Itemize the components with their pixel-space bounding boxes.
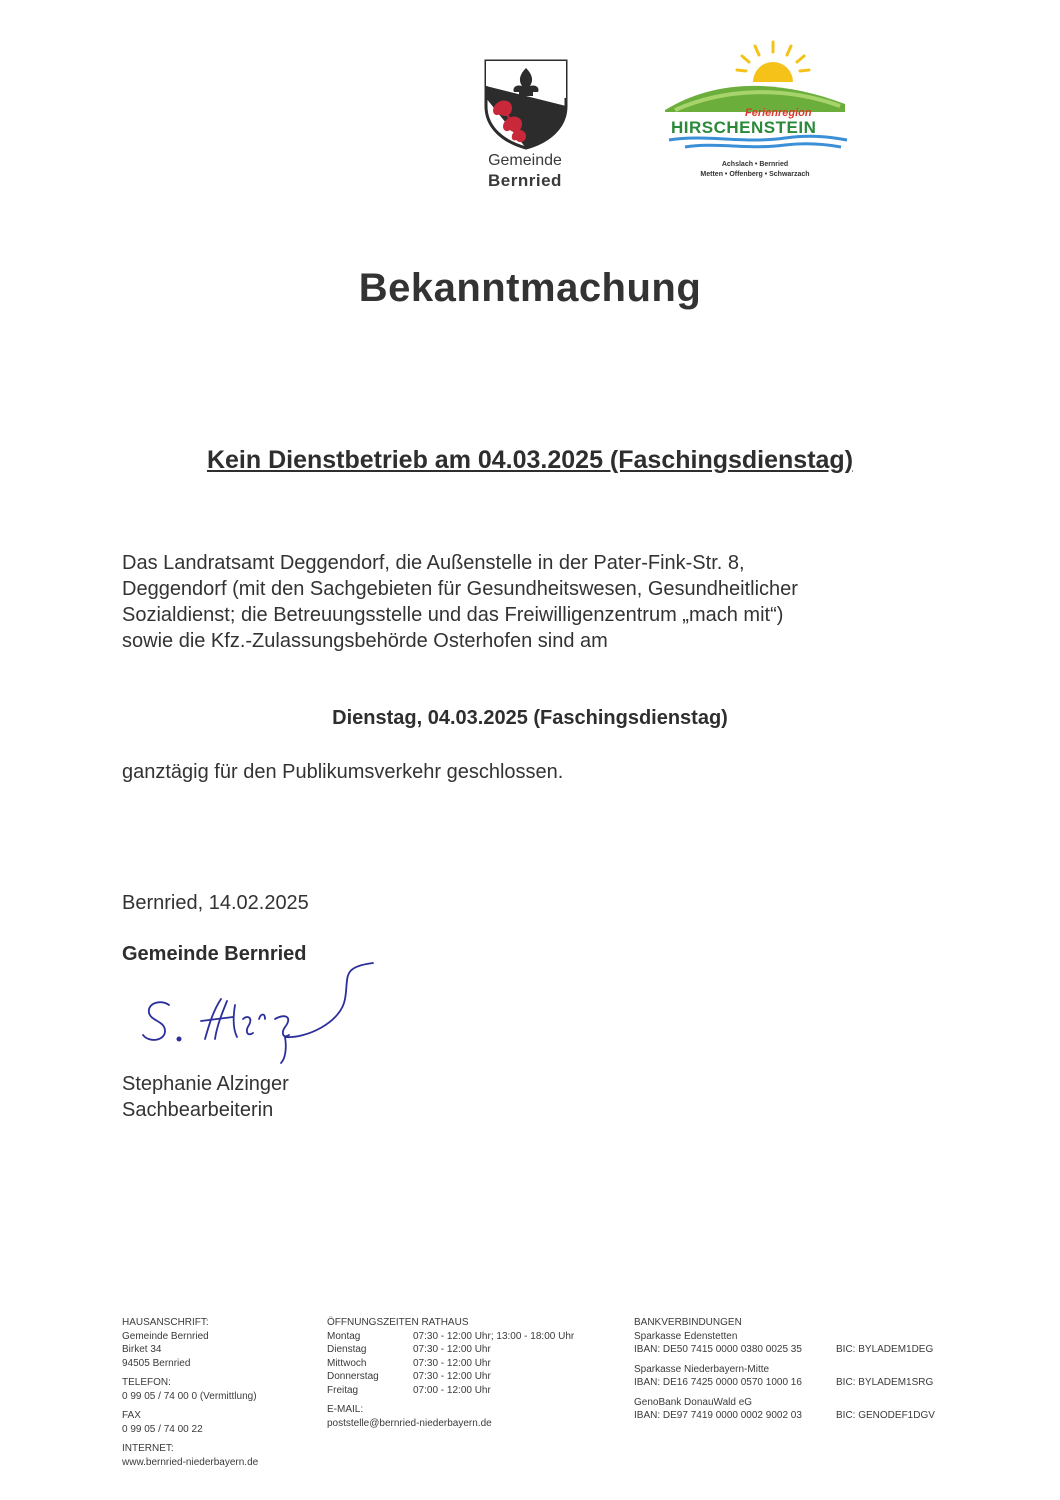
hours-time: 07:30 - 12:00 Uhr; 13:00 - 18:00 Uhr [413,1330,575,1342]
footer-opening-hours [327,1316,617,1430]
bank-iban: IBAN: DE97 7419 0000 0002 9002 03 [634,1410,802,1421]
place-date: Bernried, 14.02.2025 [122,892,309,914]
bank-iban: IBAN: DE16 7425 0000 0570 1000 16 [634,1377,802,1388]
footer-phone: 0 99 05 / 74 00 0 (Vermittlung) [122,1390,257,1402]
handwritten-signature [135,955,385,1065]
footer-internet-label: INTERNET: [122,1443,174,1454]
hours-day: Mittwoch [327,1357,367,1369]
hours-day: Donnerstag [327,1371,379,1382]
bank-bic: BIC: BYLADEM1SRG [836,1377,934,1388]
body-line: Sozialdienst; die Betreuungsstelle und das Freiwilligenzentrum „mach mit“) [122,604,784,626]
hours-row [327,1370,574,1384]
closed-date: Dienstag, 04.03.2025 (Faschingsdienstag) [332,707,728,729]
hours-row [327,1357,574,1371]
hours-time: 07:30 - 12:00 Uhr [413,1371,491,1382]
hours-row [327,1330,574,1344]
gemeinde-bernried-logo [470,58,580,198]
footer-internet-link[interactable]: www.bernried-niederbayern.de [122,1456,259,1468]
footer-fax-label: FAX [122,1410,141,1421]
hours-day: Montag [327,1330,361,1342]
organization-name: Gemeinde Bernried [122,943,307,965]
footer-fax: 0 99 05 / 74 00 22 [122,1423,203,1435]
hours-table [327,1330,574,1398]
bank-bic: BIC: GENODEF1DGV [836,1410,935,1421]
bank-account-row [634,1343,994,1357]
bank-account-row [634,1376,994,1390]
hours-row [327,1384,574,1398]
logo-ferienregion-name: HIRSCHENSTEIN [671,118,817,137]
hours-time: 07:00 - 12:00 Uhr [413,1384,491,1396]
footer-address-line: Gemeinde Bernried [122,1330,209,1342]
signer-role: Sachbearbeiterin [122,1099,274,1121]
footer-bank-heading: BANKVERBINDUNGEN [634,1317,742,1328]
footer-phone-label: TELEFON: [122,1377,171,1388]
hours-day: Freitag [327,1384,359,1396]
bank-name: Sparkasse Niederbayern-Mitte [634,1363,770,1375]
logo-ferienregion-tag: Ferienregion [745,107,812,119]
ferienregion-hirschenstein-logo [655,40,855,190]
body-line: Deggendorf (mit den Sachgebieten für Gesundheitswesen, Gesundheitlicher [122,578,798,600]
logo-ferienregion-sub2: Metten • Offenberg • Schwarzach [700,171,810,178]
hours-row [327,1343,574,1357]
footer-email-link[interactable]: poststelle@bernried-niederbayern.de [327,1417,492,1429]
logo-ferienregion-sub1: Achslach • Bernried [721,161,789,168]
footer-email-label: E-MAIL: [327,1404,364,1415]
document-title: Bekanntmachung [358,266,702,310]
closed-text: ganztägig für den Publikumsverkehr geschlossen. [122,761,564,783]
footer-address [122,1316,312,1469]
body-line: sowie die Kfz.-Zulassungsbehörde Osterhofen sind am [122,630,608,652]
footer-address-line: Birket 34 [122,1344,162,1355]
bank-bic: BIC: BYLADEM1DEG [836,1344,934,1355]
coat-of-arms-icon [470,58,580,150]
bank-name: GenoBank DonauWald eG [634,1396,753,1408]
document-subject: Kein Dienstbetrieb am 04.03.2025 (Faschingsdienstag) [206,446,854,474]
hours-day: Dienstag [327,1344,367,1355]
footer-address-heading: HAUSANSCHRIFT: [122,1317,209,1328]
bank-account-row [634,1409,994,1423]
bank-name: Sparkasse Edenstetten [634,1330,738,1342]
footer-address-line: 94505 Bernried [122,1357,191,1369]
hours-time: 07:30 - 12:00 Uhr [413,1344,491,1355]
hours-time: 07:30 - 12:00 Uhr [413,1357,491,1369]
logo-gemeinde-line2: Bernried [488,171,562,190]
footer-bank-connections [634,1316,994,1423]
logo-gemeinde-line1: Gemeinde [488,152,562,169]
bank-iban: IBAN: DE50 7415 0000 0380 0025 35 [634,1344,802,1355]
sun-hills-icon [655,40,855,160]
body-paragraph [122,550,942,654]
footer-hours-heading: ÖFFNUNGSZEITEN RATHAUS [327,1317,469,1328]
signer-name: Stephanie Alzinger [122,1073,289,1095]
body-line: Das Landratsamt Deggendorf, die Außenstelle in der Pater-Fink-Str. 8, [122,552,745,574]
